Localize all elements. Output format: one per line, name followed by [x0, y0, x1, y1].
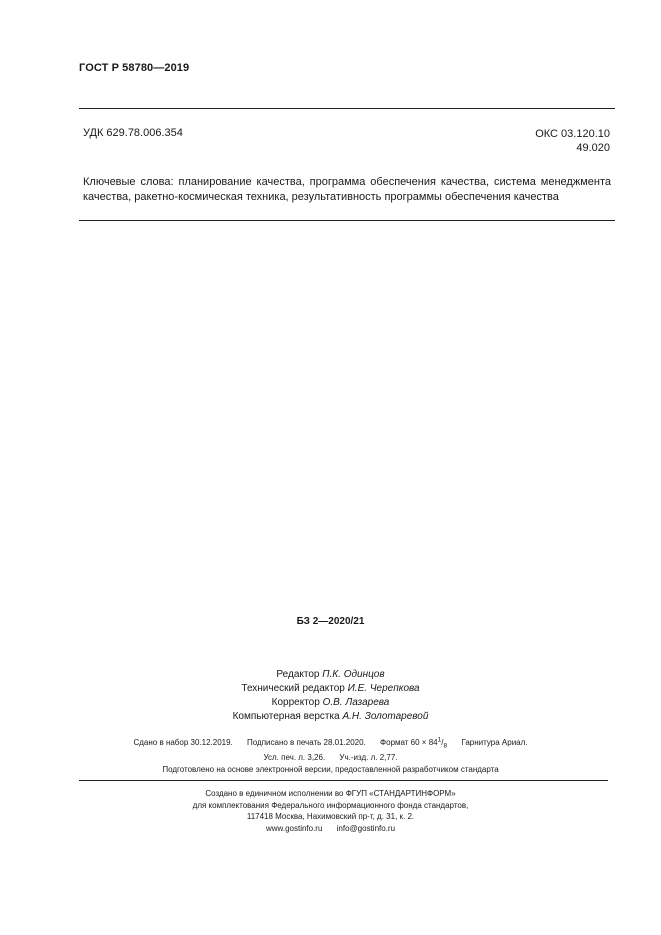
oks-codes [535, 127, 610, 155]
keywords-divider [79, 220, 615, 221]
publisher-block [0, 788, 661, 834]
credit-line: Технический редактор И.Е. Черепкова [241, 683, 420, 694]
email-link[interactable]: info@gostinfo.ru [336, 823, 396, 833]
publisher-line-2: для комплектования Федерального информационного фонда стандартов, [192, 800, 469, 810]
keywords-paragraph [83, 175, 611, 205]
podpisano-text: Подписано в печать 28.01.2020. [247, 737, 366, 747]
format-text: Формат $60 \times 84^1/_8$ [380, 736, 448, 750]
print-info [0, 734, 661, 776]
bottom-divider [79, 780, 608, 781]
credit-line: Корректор О.В. Лазарева [271, 697, 390, 708]
keywords-label: Ключевые слова: [83, 176, 174, 188]
oks-line-2: 49.020 [576, 142, 610, 154]
udk-code: УДК 629.78.006.354 [83, 127, 183, 139]
credits-block [0, 668, 661, 724]
usl-text: Усл. печ. л. 3,26. [263, 753, 326, 763]
credit-line: Компьютерная верстка А.Н. Золотаревой [232, 711, 429, 722]
prepared-text: Подготовлено на основе электронной версии, предоставленной разработчиком стандарта [162, 765, 499, 775]
print-info-line-1 [0, 734, 661, 752]
publisher-line-3: 117418 Москва, Нахимовский пр-т, д. 31, к. 2. [246, 812, 415, 821]
garnitura-text: Гарнитура Ариал. [461, 737, 528, 747]
uch-text: Уч.-изд. л. 2,77. [339, 753, 398, 763]
oks-line-1: ОКС 03.120.10 [535, 128, 610, 140]
publisher-contacts [0, 823, 661, 835]
credit-line: Редактор П.К. Одинцов [276, 669, 385, 680]
website-link[interactable]: www.gostinfo.ru [265, 823, 323, 833]
print-info-line-2 [0, 752, 661, 764]
sdano-text: Сдано в набор 30.12.2019. [133, 737, 233, 747]
top-divider [79, 108, 615, 109]
standard-number: ГОСТ Р 58780—2019 [79, 62, 190, 74]
bz-code: БЗ 2—2020/21 [296, 616, 365, 627]
keywords-text: планирование качества, программа обеспечения качества, система менеджмента качества, ракетно-космическая техника, результативность программы обеспечения качества [83, 176, 611, 203]
publisher-line-1: Создано в единичном исполнении во ФГУП «СТАНДАРТИНФОРМ» [205, 789, 456, 798]
